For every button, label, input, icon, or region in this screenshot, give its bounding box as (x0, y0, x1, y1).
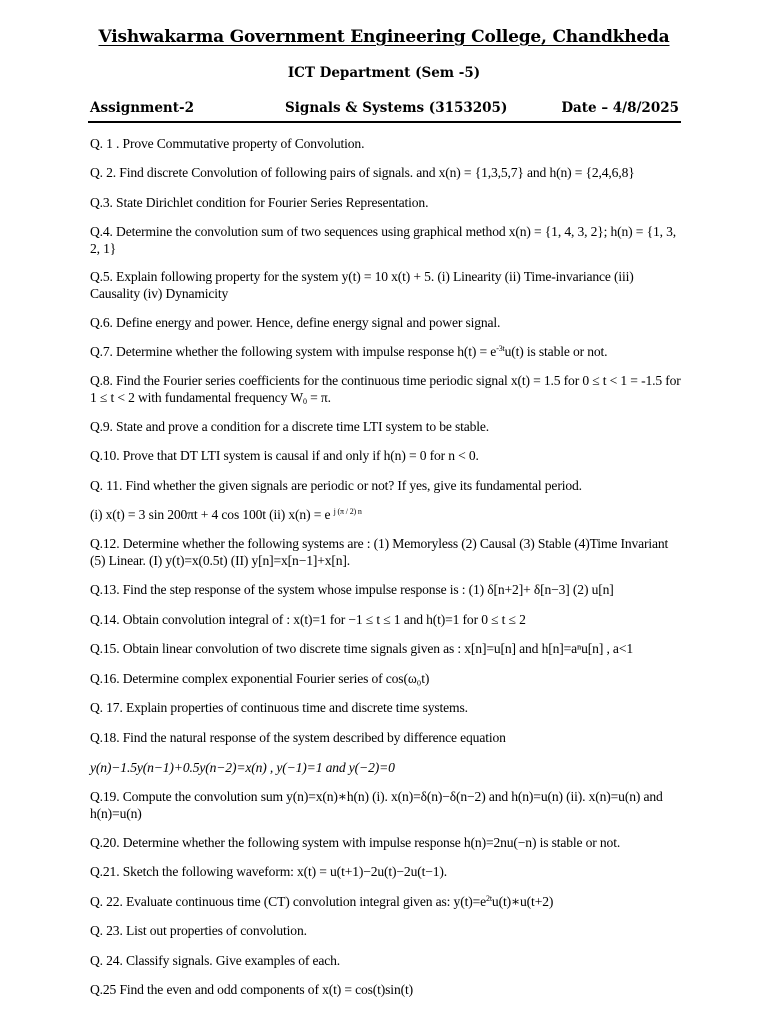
question-24: Q. 24. Classify signals. Give examples of each. (90, 953, 341, 968)
assignment-label: Assignment-2 (90, 100, 194, 116)
question-23: Q. 23. List out properties of convolution. (90, 923, 307, 938)
q8-text-b: = π. (306, 389, 331, 405)
header-divider (88, 121, 681, 123)
question-15: Q.15. Obtain linear convolution of two discrete time signals given as : x[n]=u[n] and h[n]=aⁿu[n] , a<1 (90, 641, 633, 656)
question-13: Q.13. Find the step response of the system whose impulse response is : (1) δ[n+2]+ δ[n−3] (2) u[n] (90, 582, 614, 597)
question-21: Q.21. Sketch the following waveform: x(t) = u(t+1)−2u(t)−2u(t−1). (90, 864, 448, 879)
q7-text-a: Q.7. Determine whether the following system with impulse response h(t) = e (90, 344, 497, 359)
question-14: Q.14. Obtain convolution integral of : x(t)=1 for −1 ≤ t ≤ 1 and h(t)=1 for 0 ≤ t ≤ 2 (90, 612, 526, 627)
question-3: Q.3. State Dirichlet condition for Fourier Series Representation. (90, 195, 429, 210)
q7-exponent: -3t (496, 344, 505, 353)
q8-subscript: 0 (303, 396, 307, 406)
q7-text-b: u(t) is stable or not. (504, 344, 608, 359)
q22-exponent: 2t (485, 894, 492, 903)
q11-signals-text: (i) x(t) = 3 sin 200πt + 4 cos 100t (ii) x(n) = e (90, 507, 334, 522)
question-19: Q.19. Compute the convolution sum y(n)=x(n)∗h(n) (i). x(n)=δ(n)−δ(n−2) and h(n)=u(n) (ii). x(n)=u(n) and h(n)=u(n) (90, 789, 663, 821)
department-title: ICT Department (Sem -5) (287, 65, 481, 81)
question-11: Q. 11. Find whether the given signals are periodic or not? If yes, give its fundamental period. (90, 478, 582, 493)
question-12: Q.12. Determine whether the following systems are : (1) Memoryless (2) Causal (3) Stable (4)Time Invariant (5) Linear. (I) y(t)=x(0.5t) (II) y[n]=x[n−1]+x[n]. (90, 536, 669, 568)
question-4: Q.4. Determine the convolution sum of two sequences using graphical method x(n) = {1, 4, 3, 2}; h(n) = {1, 3, 2, 1} (90, 224, 676, 256)
question-5: Q.5. Explain following property for the system y(t) = 10 x(t) + 5. (i) Linearity (ii) Time-invariance (iii) Causality (iv) Dynamicity (90, 269, 634, 301)
question-18-equation: y(n)−1.5y(n−1)+0.5y(n−2)=x(n) , y(−1)=1 and y(−2)=0 (90, 760, 395, 775)
question-11-signals (90, 507, 686, 524)
q22-text-a: Q. 22. Evaluate continuous time (CT) convolution integral given as: y(t)=e (90, 894, 486, 909)
question-9: Q.9. State and prove a condition for a discrete time LTI system to be stable. (90, 419, 490, 434)
date-label: Date – 4/8/2025 (561, 100, 679, 116)
question-20: Q.20. Determine whether the following system with impulse response h(n)=2nu(−n) is stable or not. (90, 835, 621, 850)
college-name: Vishwakarma Government Engineering College, Chandkheda (98, 27, 670, 47)
question-18: Q.18. Find the natural response of the system described by difference equation (90, 730, 506, 745)
subject-label: Signals & Systems (3153205) (285, 100, 508, 116)
question-2: Q. 2. Find discrete Convolution of following pairs of signals. and x(n) = {1,3,5,7} and h(n) = {2,4,6,8} (90, 165, 635, 180)
q22-text-b: u(t)∗u(t+2) (491, 894, 554, 909)
q11-exponent: j (π / 2) n (333, 507, 362, 516)
question-7 (90, 344, 686, 361)
question-8 (90, 373, 686, 406)
q8-text-a: Q.8. Find the Fourier series coefficients for the continuous time periodic signal x(t) = 1.5 for 0 ≤ t < 1 = -1.5 for 1 ≤ t < 2 with fundamental frequency W (90, 373, 681, 405)
question-6: Q.6. Define energy and power. Hence, define energy signal and power signal. (90, 315, 501, 330)
question-22 (90, 894, 686, 911)
question-1: Q. 1 . Prove Commutative property of Convolution. (90, 136, 365, 151)
question-10: Q.10. Prove that DT LTI system is causal if and only if h(n) = 0 for n < 0. (90, 448, 479, 463)
question-17: Q. 17. Explain properties of continuous time and discrete time systems. (90, 700, 468, 715)
question-16: Q.16. Determine complex exponential Fourier series of cos(ω₀t) (90, 671, 430, 686)
question-25: Q.25 Find the even and odd components of x(t) = cos(t)sin(t) (90, 982, 413, 997)
